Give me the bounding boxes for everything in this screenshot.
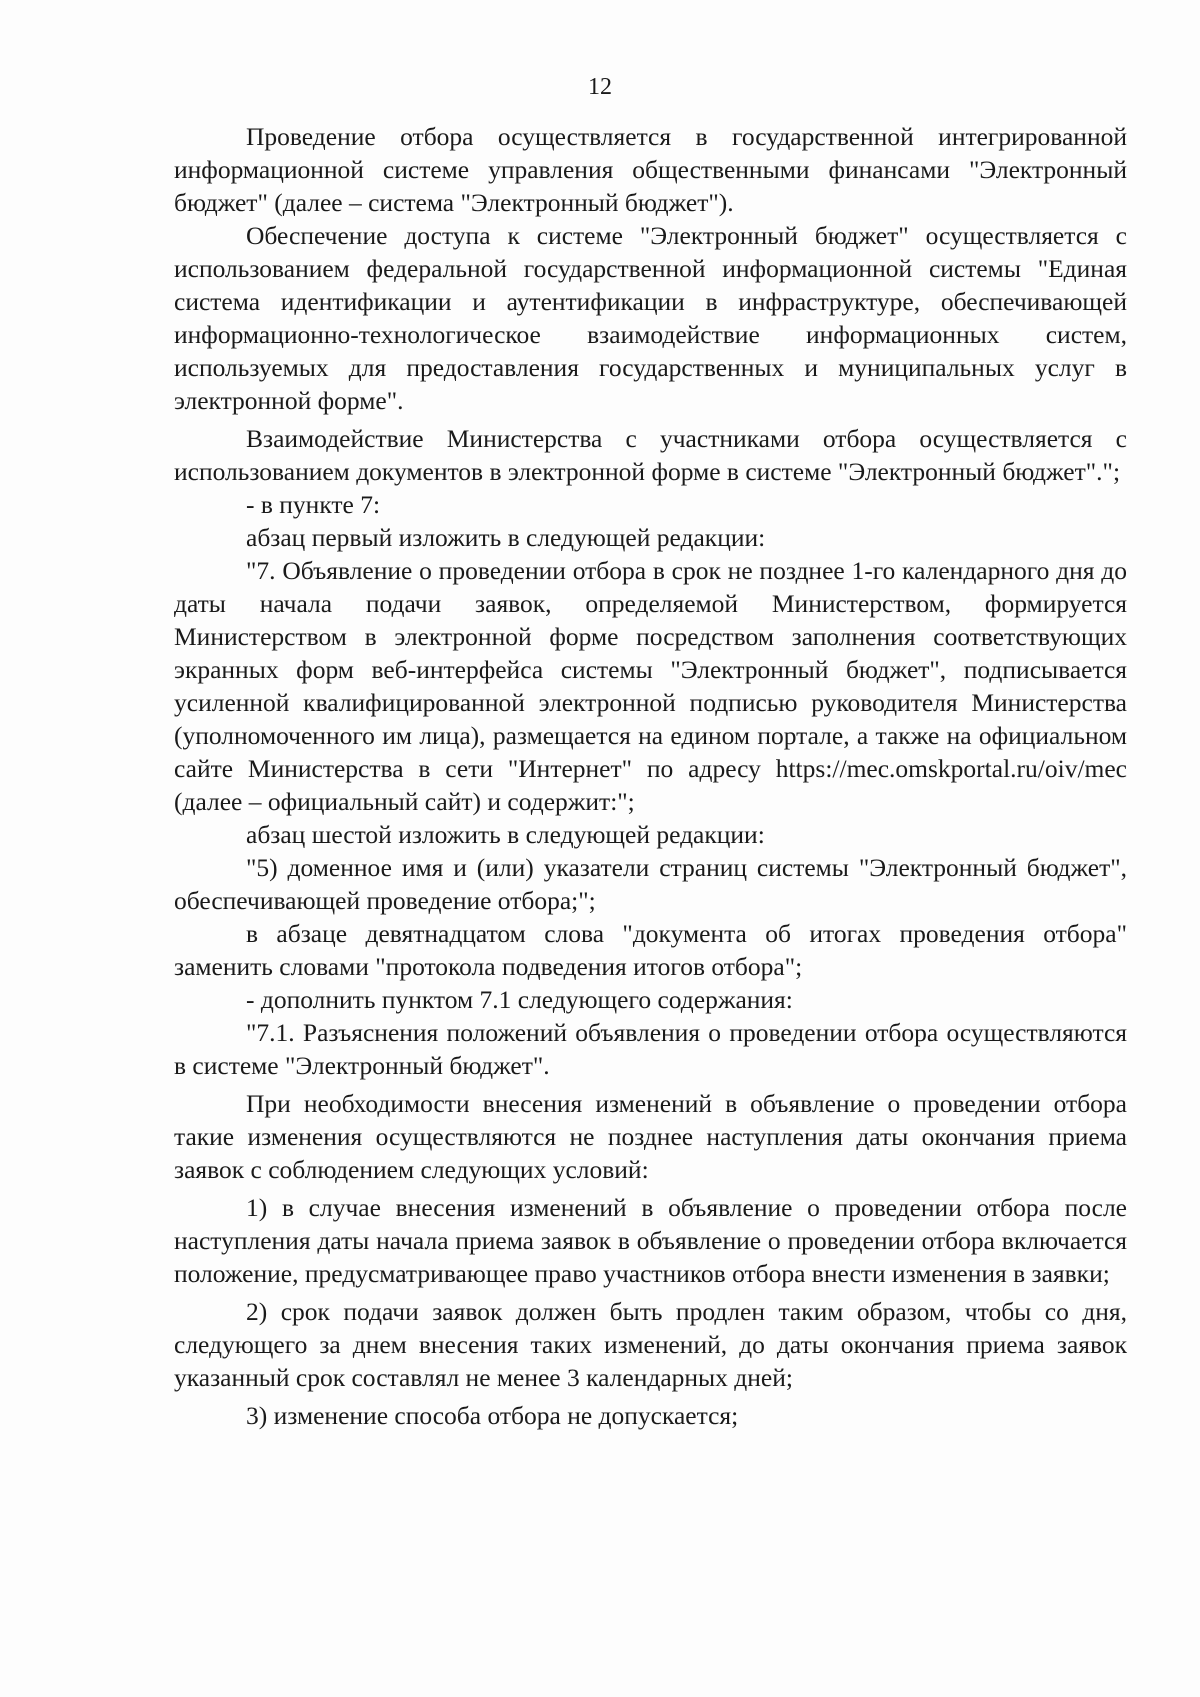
paragraph: При необходимости внесения изменений в объявление о проведении отбора такие изменения осуществляются не позднее наступления даты окончания приема заявок с соблюдением следующих условий: [174, 1089, 1127, 1184]
paragraph: абзац первый изложить в следующей редакции: [246, 523, 766, 552]
paragraph: "7. Объявление о проведении отбора в срок не позднее 1-го календарного дня до даты начала подачи заявок, определяемой Министерством, формируется Министерством в электронной форме посредством заполнения соответствующих экранных форм веб-интерфейса системы "Электронный бюджет", подписывается усиленной квалифицированной электронной подписью руководителя Министерства (уполномоченного им лица), размещается на едином портале, а также на официальном сайте Министерства в сети "Интернет" по адресу https://mec.omskportal.ru/oiv/mec (далее – официальный сайт) и содержит:"; [174, 556, 1127, 816]
paragraph: в абзаце девятнадцатом слова "документа об итогах проведения отбора" заменить словами "протокола подведения итогов отбора"; [174, 919, 1127, 981]
document-body [174, 120, 1127, 1432]
paragraph: 3) изменение способа отбора не допускается; [246, 1401, 739, 1430]
paragraph: 2) срок подачи заявок должен быть продлен таким образом, чтобы со дня, следующего за днем внесения таких изменений, до даты окончания приема заявок указанный срок составлял не менее 3 календарных дней; [174, 1297, 1127, 1392]
paragraph: - дополнить пунктом 7.1 следующего содержания: [246, 985, 793, 1014]
paragraph: Обеспечение доступа к системе "Электронный бюджет" осуществляется с использованием федеральной государственной информационной системы "Единая система идентификации и аутентификации в инфраструктуре, обеспечивающей информационно-технологическое взаимодействие информационных систем, используемых для предоставления государственных и муниципальных услуг в электронной форме". [174, 221, 1127, 415]
paragraph: "5) доменное имя и (или) указатели страниц системы "Электронный бюджет", обеспечивающей проведение отбора;"; [174, 853, 1127, 915]
paragraph: 1) в случае внесения изменений в объявление о проведении отбора после наступления даты начала приема заявок в объявление о проведении отбора включается положение, предусматривающее право участников отбора внести изменения в заявки; [174, 1193, 1127, 1288]
paragraph: Проведение отбора осуществляется в государственной интегрированной информационной системе управления общественными финансами "Электронный бюджет" (далее – система "Электронный бюджет"). [174, 122, 1127, 217]
page-number: 12 [588, 74, 612, 100]
paragraph: абзац шестой изложить в следующей редакции: [246, 820, 765, 849]
paragraph: Взаимодействие Министерства с участниками отбора осуществляется с использованием документов в электронной форме в системе "Электронный бюджет"."; [174, 424, 1127, 486]
paragraph: "7.1. Разъяснения положений объявления о проведении отбора осуществляются в системе "Электронный бюджет". [174, 1018, 1127, 1080]
paragraph: - в пункте 7: [246, 490, 381, 519]
